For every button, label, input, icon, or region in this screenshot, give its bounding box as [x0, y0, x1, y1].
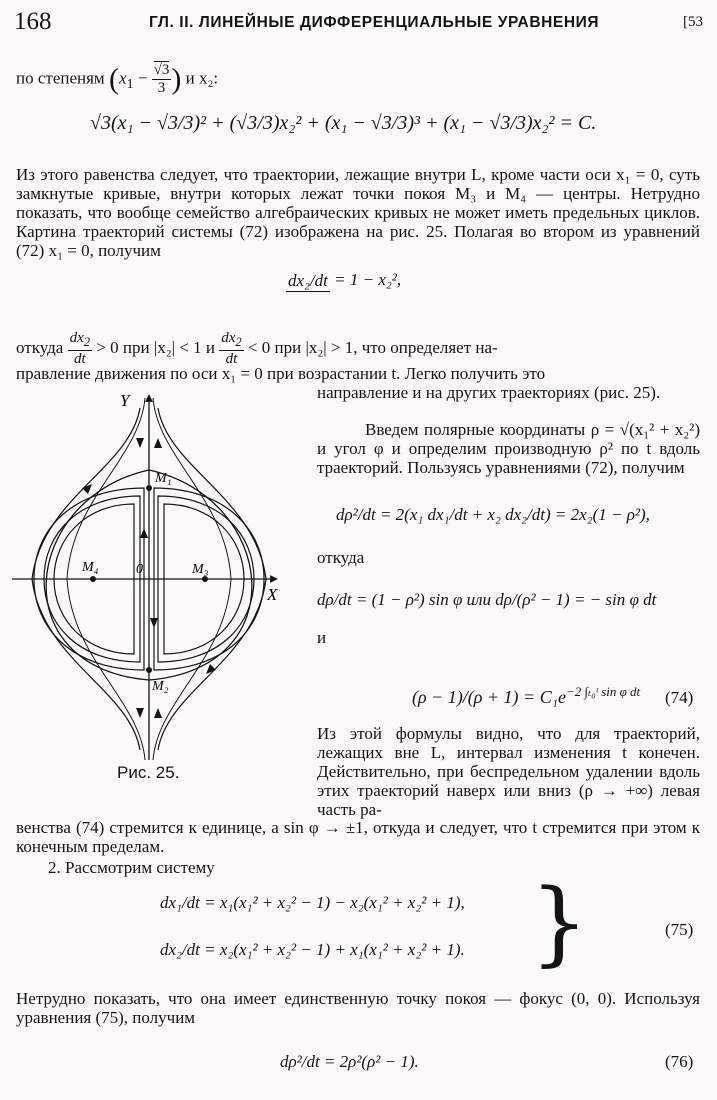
figure-25-phase-portrait: [12, 388, 312, 760]
direction-b: > 0 при |x₂| < 1 и: [96, 337, 215, 357]
eq-dx2-lhs: dx₂/dt: [288, 270, 328, 290]
paragraph-4: Нетрудно показать, что она имеет единственную точку покоя — фокус (0, 0). Используя уравнения (75), получим: [16, 989, 700, 1027]
eq75-number: (75): [665, 920, 694, 939]
label-x: X: [267, 585, 278, 604]
right-col-otkuda: откуда: [317, 548, 365, 567]
intro-prefix: по степеням: [16, 68, 105, 88]
label-m4: M₄: [82, 560, 99, 575]
right-col-i: и: [317, 628, 327, 647]
arrow-down-inner-right: [150, 618, 158, 628]
direction-line: откуда $\frac{dx_2}{dt}$ > 0 при |x₂| < 1 и $\frac{dx_2}{dt}$ < 0 при |x₂| > 1, что определяет на-: [16, 330, 498, 367]
eq74-number: (74): [665, 688, 694, 707]
paragraph-3: венства (74) стремится к единице, а sin φ → ±1, откуда и следует, что t стремится при этом к конечным пределам.: [16, 818, 700, 856]
eq76-number: (76): [665, 1052, 694, 1071]
rest-point-m1: [146, 485, 152, 491]
page-header: [14, 8, 703, 38]
rest-point-m2: [146, 667, 152, 673]
system-75-eq2: dx₂/dt = x₂(x₁² + x₂² − 1) + x₁(x₁² + x₂² + 1).: [160, 940, 465, 959]
direction-a: откуда: [16, 337, 64, 357]
right-col-p3: Из этой формулы видно, что для траекторий, лежащих вне L, интервал изменения t конечен. Действительно, при беспредельном удалении вдоль этих траекторий наверх или вниз (ρ → +∞) левая часть ра-: [317, 724, 700, 819]
running-head: ГЛ. II. ЛИНЕЙНЫЕ ДИФФЕРЕНЦИАЛЬНЫЕ УРАВНЕНИЯ: [149, 14, 600, 31]
label-m3: M₃: [192, 562, 209, 577]
arrow-down-top-left: [136, 438, 144, 448]
equation-rho2: dρ²/dt = 2(x₁ dx₁/dt + x₂ dx₂/dt) = 2x₂(1 − ρ²),: [336, 505, 650, 524]
arrow-up-inner-left: [140, 528, 148, 538]
system-brace: }: [530, 869, 589, 976]
label-m1: M₁: [155, 471, 172, 486]
paragraph-2-first-line: правление движения по оси x₁ = 0 при возрастании t. Легко получить это: [16, 364, 546, 383]
right-col-p1: направление и на других траекториях (рис. 25).: [317, 383, 661, 402]
arrow-up-bottom-right: [154, 708, 162, 718]
equation-74: [412, 684, 640, 708]
page-number: 168: [14, 8, 52, 35]
direction-c: < 0 при |x₂| > 1, что определяет на-: [247, 337, 498, 357]
label-m2: M₂: [152, 679, 169, 694]
section-number: [53: [683, 14, 703, 30]
arrow-down-bottom-left: [136, 708, 144, 718]
label-y: Y: [120, 391, 130, 410]
rest-point-m4: [90, 576, 96, 582]
eq74-exponent: −2 ∫ₜ₀ᵗ sin φ dt: [565, 684, 641, 699]
label-origin: 0: [136, 562, 143, 577]
equation-rho: dρ/dt = (1 − ρ²) sin φ или dρ/(ρ² − 1) = − sin φ dt: [317, 590, 657, 609]
arrow-up-top-right: [154, 438, 162, 448]
eq74-lhs: (ρ − 1)/(ρ + 1) = C₁e: [412, 687, 566, 707]
equation-expansion: [90, 112, 596, 135]
right-col-p2: Введем полярные координаты ρ = √(x₁² + x₂²) и угол φ и определим производную ρ² по t вдоль траекторий. Пользуясь уравнениями (72), получим: [317, 420, 700, 477]
equation-expansion-text: √3(x₁ − √3/3)² + (√3/3)x₂² + (x₁ − √3/3)³ + (x₁ − √3/3)x₂² = C.: [90, 112, 597, 134]
equation-dx2: [286, 270, 401, 292]
eq-dx2-rhs: = 1 − x₂²,: [334, 270, 402, 289]
intro-suffix: и x₂:: [185, 68, 219, 88]
figure-caption: Рис. 25.: [117, 763, 180, 782]
intro-line: по степеням ($x_1$ − $\frac{√3}{3}$ ) и x₂:: [16, 62, 219, 96]
equation-76: dρ²/dt = 2ρ²(ρ² − 1).: [280, 1052, 419, 1071]
item-2: 2. Рассмотрим систему: [48, 858, 215, 877]
system-75-eq1: dx₁/dt = x₁(x₁² + x₂² − 1) − x₂(x₁² + x₂² + 1),: [160, 893, 465, 912]
paragraph-1: Из этого равенства следует, что траектории, лежащие внутри L, кроме части оси x₁ = 0, суть замкнутые кривые, внутри которых лежат точки покоя M₃ и M₄ — центры. Нетрудно показать, что вообще семейство алгебраических кривых не может иметь предельных циклов. Картина траекторий системы (72) изображена на рис. 25. Полагая во втором из уравнений (72) x₁ = 0, получим: [16, 165, 700, 260]
